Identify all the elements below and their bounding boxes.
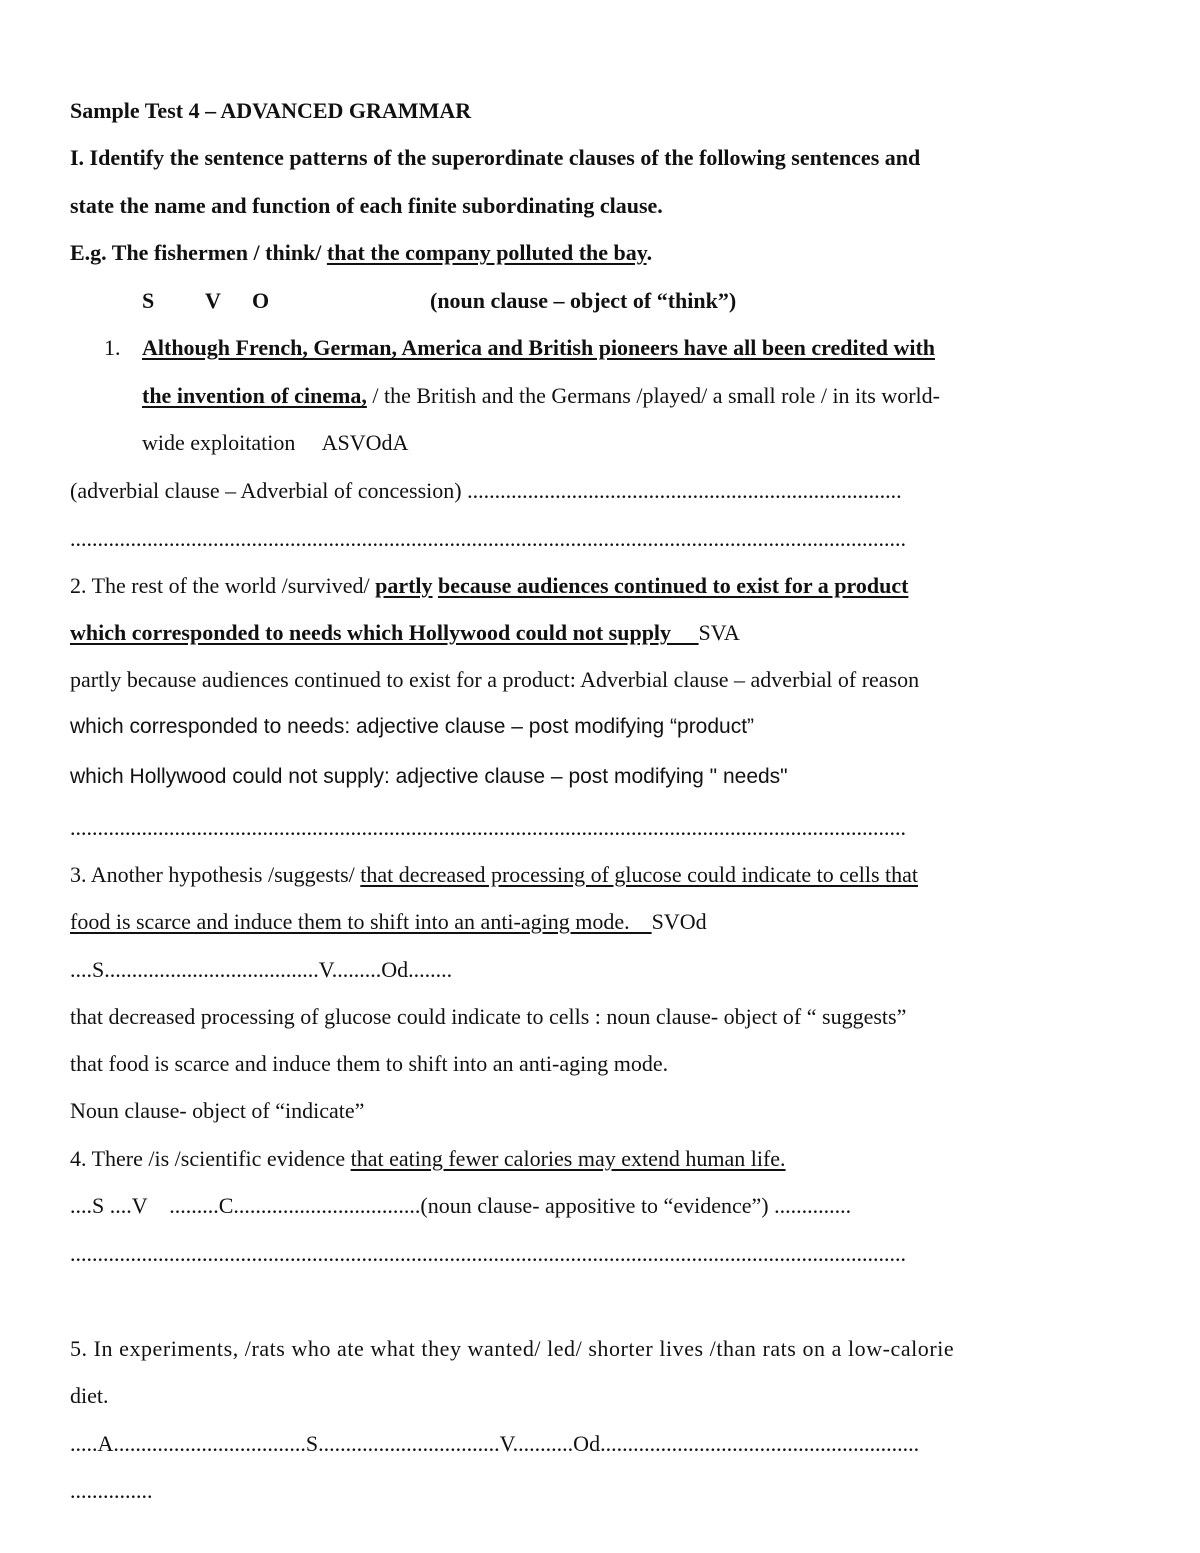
q2-underlined-line-2: which corresponded to needs which Hollywood could not supply: [70, 620, 699, 645]
q1-line-2-rest: / the British and the Germans /played/ a small role / in its world-: [366, 383, 940, 408]
q5-line-2: diet.: [70, 1383, 109, 1408]
q4-prefix: 4. There /is /scientific evidence: [70, 1146, 351, 1171]
q5-line-1: 5. In experiments, /rats who ate what they wanted/ led/ shorter lives /than rats on a low-calorie: [70, 1336, 955, 1361]
example-underlined-clause: that the company polluted the bay: [326, 240, 647, 265]
instruction-line-1: [70, 143, 1157, 173]
test-title: Sample Test 4 – ADVANCED GRAMMAR: [70, 98, 472, 123]
q2-underlined-partly: partly: [375, 573, 433, 598]
example-suffix: .: [646, 240, 653, 265]
example-label-v: V: [205, 288, 221, 313]
instruction-line-2: state the name and function of each finite subordinating clause.: [70, 193, 663, 218]
q1-underlined-line-1: Although French, German, America and British pioneers have all been credited with: [142, 335, 935, 360]
q3-answer-2: that food is scarce and induce them to shift into an anti-aging mode.: [70, 1051, 669, 1076]
example-label-o: O: [252, 288, 270, 313]
example-label-s: S: [142, 288, 155, 313]
q3-answer-3: Noun clause- object of “indicate”: [70, 1098, 365, 1123]
q3-labels: ....S.......................................V.........Od........: [70, 957, 453, 982]
q3-underlined-line-2: food is scarce and induce them to shift into an anti-aging mode.: [70, 909, 652, 934]
q2-dotted-line: ........................................................................................................................................................: [70, 815, 906, 840]
q2-line-1: [70, 571, 908, 601]
q1-underlined-line-2: the invention of cinema,: [142, 383, 367, 408]
q1-line-3: wide exploitation ASVOdA: [142, 430, 409, 455]
q3-underlined-line-1: that decreased processing of glucose could indicate to cells that: [360, 862, 919, 887]
q3-pattern: SVOd: [651, 909, 707, 934]
q3-line-1: [70, 860, 918, 890]
q3-answer-1: that decreased processing of glucose could indicate to cells : noun clause- object of “ suggests”: [70, 1004, 907, 1029]
q1-dotted-line: ........................................................................................................................................................: [70, 526, 906, 551]
q1-number: 1.: [104, 335, 121, 360]
q2-answer-3: which Hollywood could not supply: adjective clause – post modifying " needs": [70, 765, 788, 788]
q4-dotted-line: ........................................................................................................................................................: [70, 1241, 906, 1266]
q1-line-2: [142, 381, 940, 411]
example-note: (noun clause – object of “think”): [430, 288, 737, 313]
q5-labels: .....A...................................S.................................V...........Od..........................................................: [70, 1431, 920, 1456]
example-sentence: [70, 238, 652, 268]
q2-answer-2: which corresponded to needs: adjective clause – post modifying “product”: [70, 715, 755, 738]
instruction-text-1: I. Identify the sentence patterns of the superordinate clauses of the following sentences and: [70, 145, 921, 170]
q2-underlined-clause: because audiences continued to exist for a product: [438, 573, 909, 598]
q2-pattern: SVA: [698, 620, 740, 645]
q2-line-2: [70, 618, 740, 648]
q4-underlined-clause: that eating fewer calories may extend human life.: [350, 1146, 786, 1171]
example-prefix: E.g. The fishermen / think/: [70, 240, 327, 265]
q3-line-2: [70, 907, 707, 937]
q1-answer: (adverbial clause – Adverbial of concession) ...............................................................................: [70, 478, 902, 503]
q4-line-1: [70, 1144, 786, 1174]
q3-prefix: 3. Another hypothesis /suggests/: [70, 862, 361, 887]
q2-prefix: 2. The rest of the world /survived/: [70, 573, 376, 598]
q5-dotted-line: ...............: [70, 1478, 153, 1503]
q4-answer: ....S ....V .........C..................................(noun clause- appositive to “evidence”) ..............: [70, 1193, 852, 1218]
q2-answer-1: partly because audiences continued to exist for a product: Adverbial clause – adverbial of reason: [70, 667, 920, 692]
